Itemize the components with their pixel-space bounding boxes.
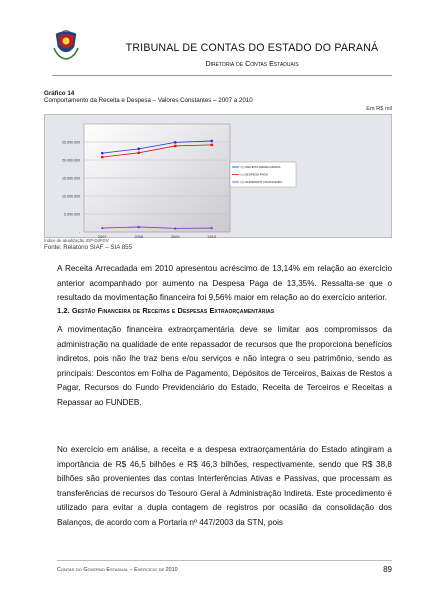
paragraph-revenue-growth: A Receita Arrecadada em 2010 apresentou acréscimo de 13,14% em relação ao exercício anterior acompanhado por aumento na Despesa Paga de 13,35%. Ressalta-se que o resultado da movimentação financeira foi 9,56% maior em relação ao do exercício anterior. bbox=[57, 264, 392, 303]
data-point bbox=[101, 152, 104, 155]
footer-divider bbox=[57, 560, 392, 561]
x-tick-label: 2009 bbox=[171, 235, 180, 238]
legend-entry: (=) SUPERAVIT FINANCEIRO bbox=[240, 180, 283, 185]
y-tick-label: 20.000.000 bbox=[62, 158, 80, 163]
y-tick-label: 25.000.000 bbox=[62, 140, 80, 145]
section-heading: 1.2. Gestão Financeira de Receitas e Despesas Extraorçamentárias bbox=[57, 306, 275, 315]
y-tick-label: 15.000.000 bbox=[62, 176, 80, 181]
paragraph-extra-budget-movement: A movimentação financeira extraorçamentária deve se limitar aos compromissos da administração na qualidade de ente repassador de recursos que lhe proporciona benefícios indiretos, pois não lhe traz bens e/ou serviços e não integra o seu patrimônio, sendo as principais: Descontos em Folha de Pagamento, Depósitos de Terceiros, Baixas de Restos a Pagar, Recursos do Fundo Previdenciário do Estado, Receita de Terceiros e Receitas a Repassar ao FUNDEB. bbox=[57, 325, 392, 407]
chart-unit: Em R$ mil bbox=[366, 106, 392, 112]
data-point bbox=[137, 148, 140, 151]
department-subtitle: Diretoria de Contas Estaduais bbox=[205, 59, 299, 68]
x-tick-label: 2010 bbox=[207, 235, 216, 238]
y-tick-label: 10.000.000 bbox=[62, 194, 80, 199]
data-point bbox=[210, 140, 213, 143]
y-tick-label: 5.000.000 bbox=[64, 212, 80, 217]
chart-label: Gráfico 14 bbox=[44, 90, 75, 97]
chart-source-note: Fonte: Relatório SIAF – SIA 855 bbox=[44, 244, 133, 251]
institution-title: TRIBUNAL DE CONTAS DO ESTADO DO PARANÁ bbox=[125, 42, 379, 54]
paragraph-extra-budget-totals: No exercício em análise, a receita e a despesa extraorçamentária do Estado atingiram a importância de R$ 46,5 bilhões e R$ 46,3 bilhões, respectivamente, sendo que R$ 38,8 bilhões são provenientes das contas Interferências Ativas e Passivas, que processam as transferências de recursos do Tesouro Geral à Administração Indireta. Este procedimento é utilizado para evitar a dupla contagem de registros por ocasião da consolidação dos Balanços, de acordo com a Portaria nº 447/2003 da STN, pois bbox=[57, 445, 392, 527]
state-coat-of-arms-icon bbox=[52, 30, 80, 60]
header-divider bbox=[52, 75, 392, 76]
x-tick-label: 2008 bbox=[134, 235, 143, 238]
legend-entry: (=) RECEITA ARRECADADA bbox=[240, 165, 281, 170]
y-tick-label: - bbox=[78, 230, 80, 235]
chart-index-note: Índice de atualização IGP-DI/FGV bbox=[44, 238, 109, 243]
chart-legend bbox=[230, 162, 296, 187]
data-point bbox=[211, 144, 213, 146]
revenue-expense-line-chart bbox=[44, 114, 392, 238]
x-tick-label: 2007 bbox=[98, 235, 107, 238]
chart-title: Comportamento da Receita e Despesa – Valores Constantes – 2007 a 2010 bbox=[44, 97, 253, 104]
data-point bbox=[174, 145, 176, 147]
data-point bbox=[174, 141, 177, 144]
footer-text: Contas do Governo Estadual – Exercício de 2010 bbox=[57, 567, 178, 573]
data-point bbox=[138, 152, 140, 154]
data-point bbox=[101, 156, 103, 158]
legend-entry: (-) DESPESA PAGA bbox=[240, 172, 269, 177]
page-number: 89 bbox=[383, 565, 392, 574]
